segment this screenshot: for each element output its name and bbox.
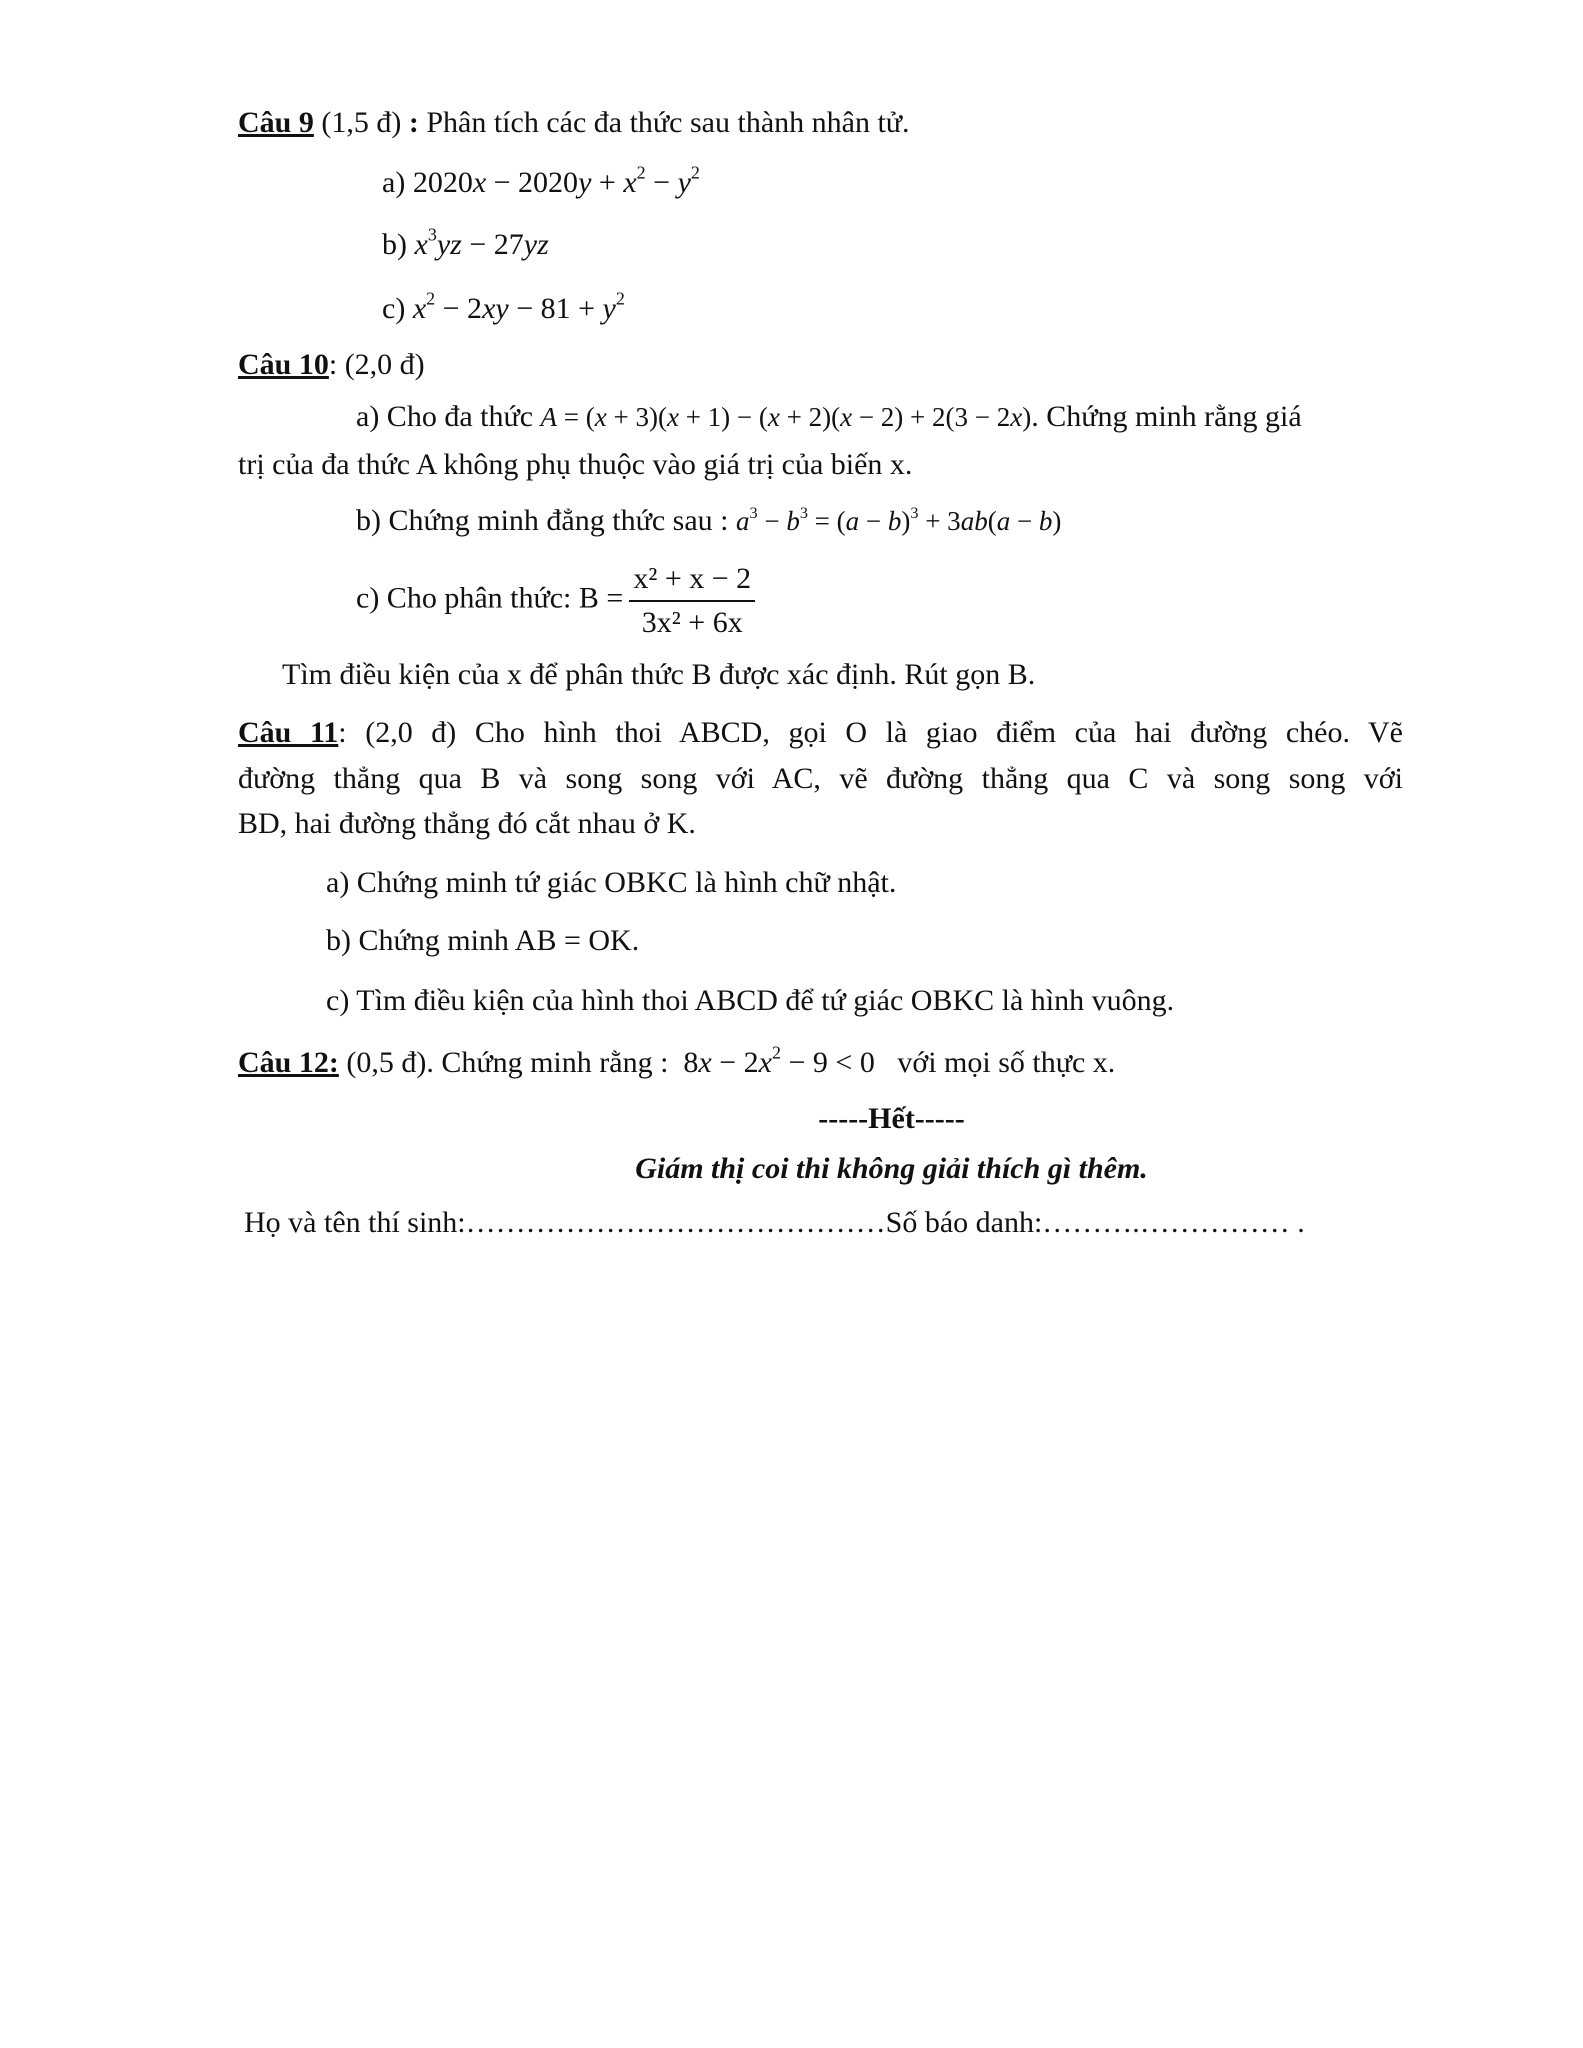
question-12-inequality: $8x - 2x^2 - 9 < 0$ [675,1042,890,1079]
question-12-points: (0,5 đ). Chứng minh rằng : [346,1046,669,1079]
question-11-label: Câu 11 [238,716,339,749]
question-9-colon: : [408,106,419,139]
question-10-label: Câu 10 [238,348,329,381]
question-12-label: Câu 12: [238,1046,339,1079]
question-9c-expression: $x^2 - 2xy - 81 + y^2$ [412,288,625,325]
question-9-text: Phân tích các đa thức sau thành nhân tử. [426,106,910,139]
question-10b-identity: $a^3 - b^3 = (a - b)^3 + 3ab(a - b)$ [735,503,1062,536]
question-12-after: với mọi số thực x. [897,1046,1116,1079]
question-10c-fraction [629,560,755,641]
question-12 [238,1044,1115,1082]
fraction-numerator: x² + x − 2 [629,560,755,602]
question-10c-intro: c) Cho phân thức: [356,581,572,615]
question-10c [356,560,755,641]
question-10c-task: Tìm điều kiện của x để phân thức B được xác định. Rút gọn B. [282,658,1036,691]
proctor-note: Giám thị coi thi không giải thích gì thêm. [635,1152,1148,1185]
question-11-line3: BD, hai đường thẳng đó cắt nhau ở K. [238,807,696,840]
question-11a: a) Chứng minh tứ giác OBKC là hình chữ nhật. [326,866,897,899]
question-11-line1-text: : (2,0 đ) Cho hình thoi ABCD, gọi O là giao điểm của hai đường chéo. Vẽ [338,716,1403,749]
question-10b [356,502,1061,540]
end-marker: -----Hết----- [818,1102,965,1135]
question-10a-intro: a) Cho đa thức [356,400,534,433]
question-9c [382,290,625,328]
question-11-line2: đường thẳng qua B và song song với AC, vẽ đường thẳng qua C và song song với [238,762,1403,795]
question-9b-expression: $x^3yz - 27yz$ [414,224,549,261]
candidate-info-line: Họ và tên thí sinh:……………………………………Số báo danh:……….…………… . [244,1206,1305,1239]
question-9a-label: a) [382,166,406,199]
question-10a-line2: trị của đa thức A không phụ thuộc vào giá trị của biến x. [238,448,913,481]
question-9a [382,164,700,202]
question-9a-expression: $2020x - 2020y + x^2 - y^2$ [412,162,700,199]
question-11-line1 [238,714,1403,752]
question-10-points: : (2,0 đ) [328,348,425,381]
question-10b-intro: b) Chứng minh đẳng thức sau : [356,504,729,537]
question-10c-lhs: B = [578,581,624,615]
question-10a-line1 [356,398,1302,436]
question-9-points: (1,5 đ) [321,106,402,139]
question-9-label: Câu 9 [238,106,314,139]
question-9-header [238,104,910,142]
question-9b-label: b) [382,228,407,261]
question-11b: b) Chứng minh AB = OK. [326,924,640,957]
fraction-denominator: 3x² + 6x [641,605,743,639]
question-11c: c) Tìm điều kiện của hình thoi ABCD để tứ giác OBKC là hình vuông. [326,984,1175,1017]
question-10-header [238,346,425,384]
question-9b [382,226,549,264]
question-10a-polynomial: A = (x + 3)(x + 1) − (x + 2)(x − 2) + 2(3 − 2x) [540,402,1032,432]
question-10a-after: . Chứng minh rằng giá [1031,400,1302,433]
question-9c-label: c) [382,292,406,325]
